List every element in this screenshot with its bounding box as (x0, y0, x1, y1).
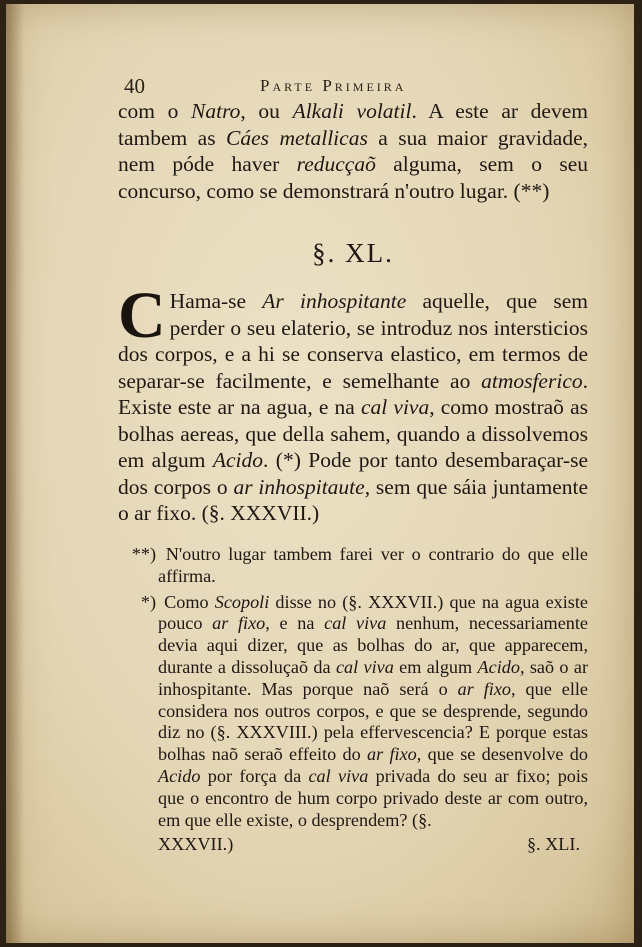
text-run: Como (164, 591, 215, 612)
text-run: nenhum, necessariamente devia aqui dizer, que as bolhas do ar, que apparecem, durante a dissoluçaõ da (158, 613, 588, 677)
text-run: por força da (200, 765, 309, 786)
section-heading: §. XL. (312, 238, 394, 268)
text-run: , que se desenvolve do (416, 744, 588, 765)
italic-term: Scopoli (214, 591, 270, 612)
footnote-last-text: XXXVII.) (158, 834, 234, 855)
italic-term: cal viva (308, 765, 369, 786)
italic-term: atmosferico (481, 368, 583, 393)
text-run: com o (118, 99, 192, 123)
text-run: , sem que sáia juntamente o ar fixo. (§. XXXVII.) (118, 474, 589, 525)
text-run: Hama-se (169, 289, 263, 313)
italic-term: cal viva (335, 656, 394, 677)
footnote-marker: **) (131, 544, 156, 564)
text-run: em algum (393, 656, 478, 677)
text-run: , como mostraõ as bolhas aereas, que della sahem, quando a dissolvemos em algum (118, 395, 588, 472)
running-head: Parte Primeira (260, 76, 407, 95)
page-number: 40 (124, 74, 145, 98)
italic-term: Acido (477, 656, 520, 677)
paragraph-main (118, 279, 589, 527)
italic-term: ar inhospitaute (233, 474, 365, 499)
page-gutter-shadow (6, 4, 24, 943)
footnote-2 (118, 592, 588, 832)
book-page (6, 4, 634, 943)
catchword: §. XLI. (526, 834, 580, 855)
footnotes (118, 544, 588, 856)
text-run: , ou (240, 99, 293, 123)
text-run: . A este ar devem tambem as (118, 99, 588, 150)
footnote-text: N'outro lugar tambem farei ver o contrario do que elle affirma. (158, 544, 589, 586)
text-run: , saõ o ar inhospitante. Mas porque naõ será o (158, 656, 588, 699)
text-run: aquelle, que sem perder o seu elaterio, se introduz nos intersticios dos corpos, e a hi se conserva elastico, em termos de separar-se facilmente, e semelhante ao (118, 289, 588, 393)
italic-term: Acido (158, 765, 201, 786)
text-run: . (*) Pode por tanto desembaraçar-se dos corpos o (118, 448, 588, 499)
text-run: a sua maior gravidade, nem póde haver (118, 125, 588, 176)
italic-term: Acido (212, 448, 263, 472)
italic-term: Ar inhospitante (262, 289, 407, 313)
italic-term: cal viva (324, 613, 387, 634)
footnote-1 (118, 544, 588, 588)
italic-term: reducçaõ (296, 152, 376, 176)
italic-term: ar fixo (212, 613, 266, 634)
text-run: , e na (265, 613, 325, 634)
footnote-final-line (118, 834, 588, 856)
text-run: alguma, sem o seu concurso, como se demonstrará n'outro lugar. (**) (118, 152, 588, 203)
italic-term: ar fixo (457, 678, 512, 699)
italic-term: cal viva (361, 395, 430, 419)
text-run: privada do seu ar fixo; pois que o encontro de hum corpo privado deste ar com outro, em que elle existe, o desprendem? (§. (158, 765, 589, 830)
page-header (124, 74, 584, 100)
italic-term: Natro (191, 99, 241, 123)
drop-cap: C (118, 279, 166, 352)
italic-term: Cáes metallicas (226, 125, 368, 150)
italic-term: Alkali volatil (292, 99, 412, 123)
footnote-marker: *) (140, 591, 156, 612)
italic-term: ar fixo (367, 744, 417, 765)
text-run: , que elle considera nos outros corpos, e que se desprende, segundo diz no (§. XXXVIII.) pela effervescencia? E porque estas bolhas naõ seraõ effeito do (158, 678, 588, 765)
paragraph-top (118, 98, 588, 204)
text-run: disse no (§. XXXVII.) que na agua existe pouco (158, 591, 589, 634)
text-run: . Existe este ar na agua, e na (118, 368, 588, 419)
